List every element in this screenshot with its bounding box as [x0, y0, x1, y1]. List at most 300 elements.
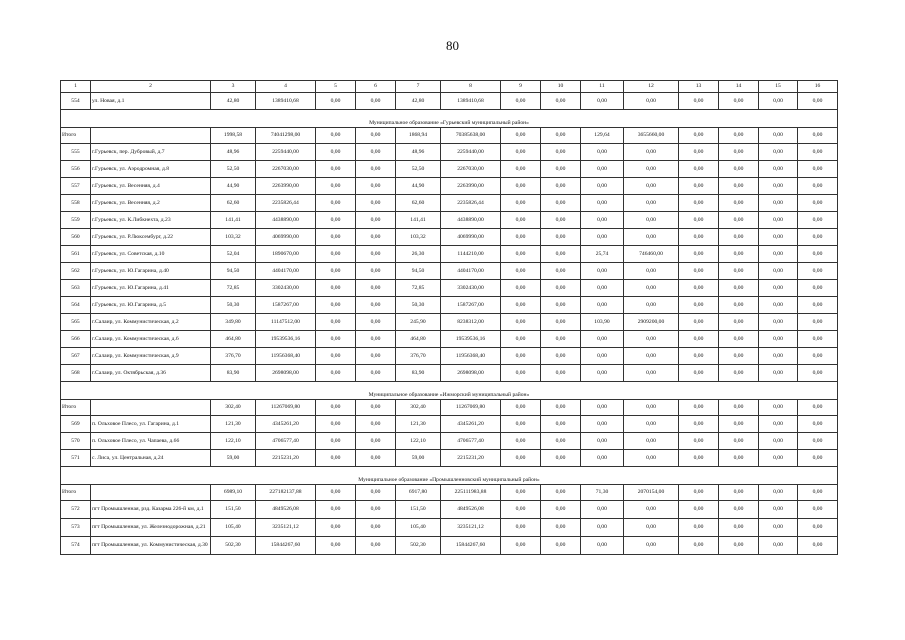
- value-cell: 0,00: [501, 365, 541, 382]
- value-cell: 0,00: [541, 365, 581, 382]
- value-cell: 0,00: [541, 501, 581, 519]
- value-cell: 0,00: [798, 314, 838, 331]
- column-header: 7: [396, 81, 441, 93]
- value-cell: 0,00: [679, 365, 719, 382]
- value-cell: 0,00: [541, 416, 581, 433]
- table-body: [61, 81, 838, 555]
- value-cell: 0,00: [541, 128, 581, 144]
- row-number-cell: 560: [61, 229, 91, 246]
- value-cell: 0,00: [356, 229, 396, 246]
- value-cell: 0,00: [581, 365, 624, 382]
- value-cell: 4404170,00: [441, 263, 501, 280]
- value-cell: 0,00: [541, 263, 581, 280]
- value-cell: 225111983,88: [441, 485, 501, 501]
- table-row: [61, 280, 838, 297]
- value-cell: 0,00: [541, 519, 581, 537]
- value-cell: 0,00: [719, 178, 759, 195]
- value-cell: 0,00: [356, 246, 396, 263]
- value-cell: 0,00: [501, 212, 541, 229]
- table-row: [61, 229, 838, 246]
- total-row: [61, 128, 838, 144]
- value-cell: 0,00: [679, 212, 719, 229]
- value-cell: 0,00: [679, 450, 719, 467]
- value-cell: 0,00: [624, 450, 679, 467]
- value-cell: 0,00: [501, 297, 541, 314]
- value-cell: 0,00: [679, 161, 719, 178]
- value-cell: 52,50: [211, 161, 256, 178]
- row-number-cell: 566: [61, 331, 91, 348]
- value-cell: 0,00: [316, 450, 356, 467]
- row-number-cell: 557: [61, 178, 91, 195]
- value-cell: 0,00: [316, 433, 356, 450]
- column-header: 16: [798, 81, 838, 93]
- value-cell: 0,00: [501, 348, 541, 365]
- value-cell: 0,00: [316, 348, 356, 365]
- table-row: [61, 450, 838, 467]
- row-number-cell: 571: [61, 450, 91, 467]
- value-cell: 0,00: [759, 212, 798, 229]
- value-cell: 62,60: [396, 195, 441, 212]
- column-header: 8: [441, 81, 501, 93]
- row-number-cell: 559: [61, 212, 91, 229]
- value-cell: 502,30: [211, 537, 256, 555]
- value-cell: 62,60: [211, 195, 256, 212]
- value-cell: 0,00: [356, 195, 396, 212]
- value-cell: 59,00: [211, 450, 256, 467]
- column-header: 4: [256, 81, 316, 93]
- address-cell: г.Гурьевск, ул. Советская, д.10: [91, 246, 211, 263]
- column-header: 5: [316, 81, 356, 93]
- value-cell: 0,00: [501, 331, 541, 348]
- value-cell: 0,00: [541, 280, 581, 297]
- value-cell: 4069990,00: [441, 229, 501, 246]
- value-cell: 0,00: [356, 314, 396, 331]
- table-row: [61, 212, 838, 229]
- value-cell: 0,00: [798, 263, 838, 280]
- value-cell: 3302430,00: [441, 280, 501, 297]
- address-cell: г.Гурьевск, ул. Ю.Гагарина, д.5: [91, 297, 211, 314]
- value-cell: 0,00: [798, 280, 838, 297]
- value-cell: 0,00: [679, 93, 719, 110]
- value-cell: 103,32: [211, 229, 256, 246]
- value-cell: 464,80: [211, 331, 256, 348]
- value-cell: 0,00: [719, 314, 759, 331]
- table-row: [61, 246, 838, 263]
- table-row: [61, 314, 838, 331]
- column-header: 14: [719, 81, 759, 93]
- value-cell: 0,00: [759, 280, 798, 297]
- row-number-cell: Итого: [61, 400, 91, 416]
- value-cell: 15844267,60: [441, 537, 501, 555]
- value-cell: 52,50: [396, 161, 441, 178]
- value-cell: 0,00: [679, 246, 719, 263]
- value-cell: 0,00: [356, 365, 396, 382]
- municipality-title: Муниципальное образование «Ижморский муниципальный район»: [61, 382, 838, 400]
- value-cell: 11267069,80: [256, 400, 316, 416]
- value-cell: 94,50: [211, 263, 256, 280]
- value-cell: 0,00: [679, 195, 719, 212]
- value-cell: 0,00: [679, 178, 719, 195]
- value-cell: 1587267,00: [256, 297, 316, 314]
- value-cell: 0,00: [798, 416, 838, 433]
- value-cell: 94,50: [396, 263, 441, 280]
- value-cell: 0,00: [798, 365, 838, 382]
- value-cell: 0,00: [541, 297, 581, 314]
- value-cell: 0,00: [581, 331, 624, 348]
- value-cell: 0,00: [624, 212, 679, 229]
- column-header: 6: [356, 81, 396, 93]
- column-header: 2: [91, 81, 211, 93]
- value-cell: 2267030,00: [256, 161, 316, 178]
- value-cell: 0,00: [679, 537, 719, 555]
- value-cell: 42,80: [396, 93, 441, 110]
- table-row: [61, 178, 838, 195]
- value-cell: 0,00: [501, 128, 541, 144]
- value-cell: 0,00: [624, 93, 679, 110]
- value-cell: 2215231,20: [256, 450, 316, 467]
- value-cell: 105,40: [211, 519, 256, 537]
- value-cell: 48,96: [211, 144, 256, 161]
- value-cell: 0,00: [679, 229, 719, 246]
- value-cell: 0,00: [541, 161, 581, 178]
- value-cell: 0,00: [581, 229, 624, 246]
- address-cell: с. Лиса, ул. Центральная, д.24: [91, 450, 211, 467]
- value-cell: 6989,10: [211, 485, 256, 501]
- column-header: 15: [759, 81, 798, 93]
- address-cell: п. Ольховое Плесо, ул. Чапаева, д.66: [91, 433, 211, 450]
- value-cell: 2259440,00: [256, 144, 316, 161]
- value-cell: 15844267,60: [256, 537, 316, 555]
- value-cell: 0,00: [759, 144, 798, 161]
- value-cell: 0,00: [356, 297, 396, 314]
- row-number-cell: Итого: [61, 485, 91, 501]
- column-header: 13: [679, 81, 719, 93]
- column-header: 3: [211, 81, 256, 93]
- value-cell: 0,00: [501, 229, 541, 246]
- value-cell: 2698098,00: [441, 365, 501, 382]
- value-cell: 0,00: [679, 433, 719, 450]
- value-cell: 11267069,80: [441, 400, 501, 416]
- value-cell: 0,00: [581, 400, 624, 416]
- value-cell: 502,30: [396, 537, 441, 555]
- address-cell: пгт Промышленная, ул. Коммунистическая, д.30: [91, 537, 211, 555]
- value-cell: 0,00: [624, 195, 679, 212]
- value-cell: 0,00: [356, 263, 396, 280]
- value-cell: 50,30: [211, 297, 256, 314]
- row-number-cell: Итого: [61, 128, 91, 144]
- value-cell: 0,00: [356, 416, 396, 433]
- value-cell: 0,00: [501, 519, 541, 537]
- value-cell: 227182137,88: [256, 485, 316, 501]
- value-cell: 0,00: [798, 246, 838, 263]
- value-cell: 0,00: [356, 348, 396, 365]
- table-row: [61, 433, 838, 450]
- value-cell: 0,00: [719, 212, 759, 229]
- value-cell: 6917,80: [396, 485, 441, 501]
- value-cell: 141,41: [211, 212, 256, 229]
- value-cell: 2698098,00: [256, 365, 316, 382]
- value-cell: 0,00: [759, 331, 798, 348]
- value-cell: 44,90: [211, 178, 256, 195]
- value-cell: 1998,58: [211, 128, 256, 144]
- value-cell: 71,30: [581, 485, 624, 501]
- row-number-cell: 556: [61, 161, 91, 178]
- value-cell: 151,50: [396, 501, 441, 519]
- table-row: [61, 263, 838, 280]
- value-cell: 52,04: [211, 246, 256, 263]
- value-cell: 0,00: [759, 128, 798, 144]
- value-cell: 0,00: [316, 297, 356, 314]
- value-cell: 0,00: [581, 178, 624, 195]
- value-cell: 72,85: [396, 280, 441, 297]
- value-cell: 376,70: [211, 348, 256, 365]
- value-cell: 72,85: [211, 280, 256, 297]
- value-cell: 0,00: [759, 501, 798, 519]
- value-cell: 129,64: [581, 128, 624, 144]
- value-cell: 4438890,00: [441, 212, 501, 229]
- value-cell: 0,00: [316, 128, 356, 144]
- value-cell: 0,00: [501, 178, 541, 195]
- value-cell: 302,40: [396, 400, 441, 416]
- value-cell: 0,00: [719, 93, 759, 110]
- value-cell: 0,00: [759, 400, 798, 416]
- value-cell: 0,00: [501, 501, 541, 519]
- value-cell: 0,00: [759, 178, 798, 195]
- value-cell: 0,00: [356, 501, 396, 519]
- value-cell: 59,00: [396, 450, 441, 467]
- value-cell: 0,00: [798, 212, 838, 229]
- address-cell: ул. Новая, д.1: [91, 93, 211, 110]
- value-cell: 0,00: [356, 128, 396, 144]
- value-cell: 4438890,00: [256, 212, 316, 229]
- address-cell: [91, 400, 211, 416]
- value-cell: 11956368,40: [256, 348, 316, 365]
- page-number: 80: [446, 38, 459, 53]
- value-cell: 2909200,00: [624, 314, 679, 331]
- value-cell: 0,00: [679, 263, 719, 280]
- value-cell: 151,50: [211, 501, 256, 519]
- value-cell: 1389410,68: [441, 93, 501, 110]
- value-cell: 0,00: [581, 416, 624, 433]
- value-cell: 0,00: [719, 348, 759, 365]
- address-cell: г.Гурьевск, ул. Весенняя, д.2: [91, 195, 211, 212]
- value-cell: 0,00: [541, 178, 581, 195]
- value-cell: 0,00: [581, 297, 624, 314]
- value-cell: 0,00: [798, 400, 838, 416]
- address-cell: пгт Промышленная, ул. Железнодорожная, д.21: [91, 519, 211, 537]
- row-number-cell: 558: [61, 195, 91, 212]
- value-cell: 0,00: [624, 178, 679, 195]
- value-cell: 0,00: [719, 297, 759, 314]
- value-cell: 2235826,44: [256, 195, 316, 212]
- value-cell: 0,00: [356, 144, 396, 161]
- value-cell: 0,00: [759, 246, 798, 263]
- address-cell: [91, 485, 211, 501]
- value-cell: 0,00: [679, 144, 719, 161]
- municipality-group-row: [61, 467, 838, 485]
- value-cell: 0,00: [798, 501, 838, 519]
- value-cell: 0,00: [624, 433, 679, 450]
- value-cell: 0,00: [719, 537, 759, 555]
- value-cell: 0,00: [759, 229, 798, 246]
- value-cell: 0,00: [624, 416, 679, 433]
- value-cell: 4069990,00: [256, 229, 316, 246]
- value-cell: 0,00: [798, 450, 838, 467]
- value-cell: 0,00: [759, 161, 798, 178]
- value-cell: 0,00: [541, 195, 581, 212]
- row-number-cell: 554: [61, 93, 91, 110]
- value-cell: 3235121,12: [441, 519, 501, 537]
- address-cell: г.Гурьевск, ул. К.Либкнехта, д.23: [91, 212, 211, 229]
- value-cell: 2070154,00: [624, 485, 679, 501]
- total-row: [61, 485, 838, 501]
- value-cell: 0,00: [356, 161, 396, 178]
- value-cell: 0,00: [316, 501, 356, 519]
- value-cell: 0,00: [759, 485, 798, 501]
- value-cell: 0,00: [719, 501, 759, 519]
- address-cell: г.Салаир, ул. Коммунистическая, д.9: [91, 348, 211, 365]
- value-cell: 0,00: [316, 400, 356, 416]
- address-cell: г.Гурьевск, ул. Ю.Гагарина, д.41: [91, 280, 211, 297]
- value-cell: 0,00: [501, 195, 541, 212]
- row-number-cell: 574: [61, 537, 91, 555]
- address-cell: пгт Промышленная, рзд. Казарма 226-й км, д.1: [91, 501, 211, 519]
- column-header: 10: [541, 81, 581, 93]
- row-number-cell: 561: [61, 246, 91, 263]
- housing-program-table: [60, 80, 838, 555]
- value-cell: 0,00: [316, 144, 356, 161]
- value-cell: 0,00: [798, 178, 838, 195]
- value-cell: 103,32: [396, 229, 441, 246]
- value-cell: 0,00: [759, 348, 798, 365]
- value-cell: 0,00: [541, 348, 581, 365]
- row-number-cell: 569: [61, 416, 91, 433]
- address-cell: г.Гурьевск, ул. Ю.Гагарина, д.40: [91, 263, 211, 280]
- value-cell: 42,80: [211, 93, 256, 110]
- value-cell: 0,00: [624, 537, 679, 555]
- value-cell: 0,00: [501, 263, 541, 280]
- value-cell: 0,00: [356, 212, 396, 229]
- value-cell: 0,00: [501, 416, 541, 433]
- value-cell: 3655660,00: [624, 128, 679, 144]
- value-cell: 0,00: [316, 365, 356, 382]
- value-cell: 0,00: [541, 314, 581, 331]
- column-header: 9: [501, 81, 541, 93]
- value-cell: 0,00: [798, 161, 838, 178]
- value-cell: 0,00: [316, 416, 356, 433]
- table-row: [61, 365, 838, 382]
- address-cell: п. Ольховое Плесо, ул. Гагарина, д.1: [91, 416, 211, 433]
- address-cell: г.Гурьевск, ул. Р.Люксембург, д.22: [91, 229, 211, 246]
- value-cell: 0,00: [501, 537, 541, 555]
- value-cell: 0,00: [356, 93, 396, 110]
- value-cell: 0,00: [541, 212, 581, 229]
- value-cell: 0,00: [541, 400, 581, 416]
- row-number-cell: 565: [61, 314, 91, 331]
- value-cell: 0,00: [719, 144, 759, 161]
- value-cell: 4706577,40: [256, 433, 316, 450]
- value-cell: 121,30: [396, 416, 441, 433]
- value-cell: 0,00: [798, 433, 838, 450]
- value-cell: 0,00: [679, 314, 719, 331]
- value-cell: 19539536,16: [256, 331, 316, 348]
- value-cell: 0,00: [759, 263, 798, 280]
- value-cell: 0,00: [679, 416, 719, 433]
- value-cell: 0,00: [316, 93, 356, 110]
- value-cell: 0,00: [679, 501, 719, 519]
- value-cell: 0,00: [356, 519, 396, 537]
- value-cell: 0,00: [759, 433, 798, 450]
- value-cell: 0,00: [356, 331, 396, 348]
- table-row: [61, 195, 838, 212]
- value-cell: 74041298,00: [256, 128, 316, 144]
- value-cell: 0,00: [541, 331, 581, 348]
- value-cell: 0,00: [541, 229, 581, 246]
- table-row: [61, 501, 838, 519]
- value-cell: 0,00: [798, 485, 838, 501]
- value-cell: 0,00: [581, 501, 624, 519]
- table-row: [61, 416, 838, 433]
- value-cell: 0,00: [316, 331, 356, 348]
- value-cell: 0,00: [316, 537, 356, 555]
- value-cell: 19539536,16: [441, 331, 501, 348]
- value-cell: 0,00: [581, 144, 624, 161]
- value-cell: 0,00: [624, 144, 679, 161]
- address-cell: [91, 128, 211, 144]
- value-cell: 376,70: [396, 348, 441, 365]
- table-row: [61, 144, 838, 161]
- value-cell: 464,80: [396, 331, 441, 348]
- value-cell: 0,00: [316, 229, 356, 246]
- value-cell: 0,00: [316, 314, 356, 331]
- value-cell: 2263990,00: [256, 178, 316, 195]
- value-cell: 0,00: [316, 246, 356, 263]
- value-cell: 0,00: [581, 519, 624, 537]
- value-cell: 103,90: [581, 314, 624, 331]
- value-cell: 0,00: [759, 519, 798, 537]
- row-number-cell: 573: [61, 519, 91, 537]
- table-row: [61, 297, 838, 314]
- value-cell: 0,00: [541, 144, 581, 161]
- table-row: [61, 93, 838, 110]
- value-cell: 0,00: [541, 246, 581, 263]
- value-cell: 0,00: [316, 263, 356, 280]
- value-cell: 0,00: [624, 331, 679, 348]
- value-cell: 105,40: [396, 519, 441, 537]
- municipality-group-row: [61, 110, 838, 128]
- value-cell: 141,41: [396, 212, 441, 229]
- value-cell: 0,00: [759, 297, 798, 314]
- value-cell: 0,00: [759, 93, 798, 110]
- value-cell: 1587267,00: [441, 297, 501, 314]
- value-cell: 0,00: [356, 280, 396, 297]
- value-cell: 0,00: [798, 144, 838, 161]
- value-cell: 122,10: [211, 433, 256, 450]
- value-cell: 0,00: [624, 519, 679, 537]
- value-cell: 0,00: [798, 229, 838, 246]
- value-cell: 26,30: [396, 246, 441, 263]
- value-cell: 0,00: [541, 93, 581, 110]
- value-cell: 11956368,40: [441, 348, 501, 365]
- value-cell: 2235826,44: [441, 195, 501, 212]
- value-cell: 0,00: [759, 416, 798, 433]
- value-cell: 0,00: [798, 128, 838, 144]
- value-cell: 0,00: [719, 519, 759, 537]
- row-number-cell: 563: [61, 280, 91, 297]
- column-number-header-row: [61, 81, 838, 93]
- value-cell: 0,00: [719, 246, 759, 263]
- value-cell: 0,00: [541, 450, 581, 467]
